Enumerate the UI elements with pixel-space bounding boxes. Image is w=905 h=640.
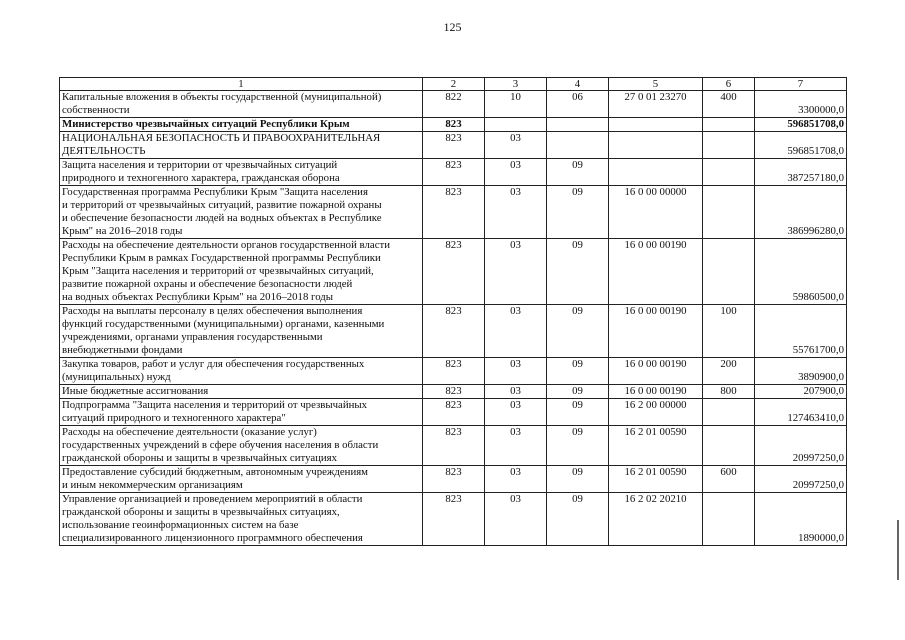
row-name-cell: Государственная программа Республики Крым "Защита населения и территорий от чрезвычайных ситуаций, развитие пожарной охраны и обеспечение безопасности людей на водных объектах в Республике Крым" на 2016–2018 годы	[60, 186, 423, 239]
row-admin-code-cell: 823	[423, 118, 485, 132]
table-row	[60, 118, 847, 132]
row-target-article-cell: 16 0 00 00190	[609, 239, 703, 305]
row-target-article-cell: 16 0 00 00000	[609, 186, 703, 239]
row-name-cell: Капитальные вложения в объекты государственной (муниципальной) собственности	[60, 91, 423, 118]
row-section-cell: 10	[485, 91, 547, 118]
row-expense-type-cell	[703, 399, 755, 426]
header-row	[60, 78, 847, 91]
row-amount-cell: 55761700,0	[755, 305, 847, 358]
row-name-cell: Расходы на обеспечение деятельности (оказание услуг) государственных учреждений в сфере обучения населения в области гражданской обороны и защиты в чрезвычайных ситуациях	[60, 426, 423, 466]
table-row	[60, 305, 847, 358]
row-name-cell: Расходы на выплаты персоналу в целях обеспечения выполнения функций государственными (муниципальными) органами, казенными учреждениями, органами управления государственными внебюджетными фондами	[60, 305, 423, 358]
table-row	[60, 358, 847, 385]
row-admin-code-cell: 823	[423, 305, 485, 358]
row-subsection-cell: 09	[547, 493, 609, 546]
row-section-cell: 03	[485, 159, 547, 186]
row-expense-type-cell	[703, 159, 755, 186]
row-subsection-cell: 09	[547, 466, 609, 493]
row-admin-code-cell: 823	[423, 186, 485, 239]
row-amount-cell: 3300000,0	[755, 91, 847, 118]
header-cell: 6	[703, 78, 755, 91]
header-cell: 4	[547, 78, 609, 91]
row-section-cell: 03	[485, 399, 547, 426]
row-admin-code-cell: 823	[423, 358, 485, 385]
header-cell: 2	[423, 78, 485, 91]
row-subsection-cell: 09	[547, 385, 609, 399]
row-admin-code-cell: 823	[423, 399, 485, 426]
row-name-cell: Расходы на обеспечение деятельности органов государственной власти Республики Крым в рамках Государственной программы Республики Крым "Защита населения и территорий от чрезвычайных ситуаций, развитие пожарной охраны и обеспечение безопасности людей на водных объектах Республики Крым" на 2016–2018 годы	[60, 239, 423, 305]
row-subsection-cell: 09	[547, 426, 609, 466]
row-amount-cell: 20997250,0	[755, 466, 847, 493]
row-subsection-cell: 09	[547, 186, 609, 239]
row-expense-type-cell	[703, 239, 755, 305]
row-amount-cell: 207900,0	[755, 385, 847, 399]
table-row	[60, 466, 847, 493]
row-section-cell: 03	[485, 385, 547, 399]
row-admin-code-cell: 823	[423, 385, 485, 399]
scan-margin-line	[897, 520, 899, 580]
row-name-cell: Управление организацией и проведением мероприятий в области гражданской обороны и защиты в чрезвычайных ситуациях, использование геоинформационных систем на базе специализированного лицензионного программного обеспечения	[60, 493, 423, 546]
row-subsection-cell	[547, 132, 609, 159]
row-target-article-cell: 27 0 01 23270	[609, 91, 703, 118]
row-expense-type-cell	[703, 493, 755, 546]
row-admin-code-cell: 823	[423, 132, 485, 159]
row-section-cell: 03	[485, 305, 547, 358]
row-section-cell	[485, 118, 547, 132]
row-admin-code-cell: 823	[423, 239, 485, 305]
row-amount-cell: 20997250,0	[755, 426, 847, 466]
row-subsection-cell: 09	[547, 239, 609, 305]
row-target-article-cell: 16 0 00 00190	[609, 358, 703, 385]
row-section-cell: 03	[485, 186, 547, 239]
table-row	[60, 239, 847, 305]
row-subsection-cell: 09	[547, 159, 609, 186]
row-target-article-cell: 16 2 01 00590	[609, 426, 703, 466]
row-amount-cell: 3890900,0	[755, 358, 847, 385]
row-name-cell: НАЦИОНАЛЬНАЯ БЕЗОПАСНОСТЬ И ПРАВООХРАНИТЕЛЬНАЯ ДЕЯТЕЛЬНОСТЬ	[60, 132, 423, 159]
row-expense-type-cell: 400	[703, 91, 755, 118]
row-target-article-cell: 16 0 00 00190	[609, 305, 703, 358]
row-amount-cell: 127463410,0	[755, 399, 847, 426]
row-admin-code-cell: 823	[423, 493, 485, 546]
header-cell: 5	[609, 78, 703, 91]
row-name-cell: Подпрограмма "Защита населения и территорий от чрезвычайных ситуаций природного и техногенного характера"	[60, 399, 423, 426]
row-admin-code-cell: 823	[423, 159, 485, 186]
row-target-article-cell	[609, 132, 703, 159]
row-amount-cell: 1890000,0	[755, 493, 847, 546]
table-row	[60, 91, 847, 118]
row-admin-code-cell: 823	[423, 426, 485, 466]
row-amount-cell: 596851708,0	[755, 132, 847, 159]
row-amount-cell: 596851708,0	[755, 118, 847, 132]
row-expense-type-cell	[703, 118, 755, 132]
row-target-article-cell	[609, 118, 703, 132]
row-subsection-cell: 09	[547, 399, 609, 426]
row-subsection-cell: 06	[547, 91, 609, 118]
row-name-cell: Иные бюджетные ассигнования	[60, 385, 423, 399]
page-number: 125	[443, 20, 462, 34]
row-expense-type-cell	[703, 132, 755, 159]
row-admin-code-cell: 823	[423, 466, 485, 493]
budget-table	[59, 77, 847, 546]
row-name-cell: Предоставление субсидий бюджетным, автономным учреждениям и иным некоммерческим организациям	[60, 466, 423, 493]
header-cell: 1	[60, 78, 423, 91]
table-row	[60, 399, 847, 426]
row-expense-type-cell: 800	[703, 385, 755, 399]
row-amount-cell: 386996280,0	[755, 186, 847, 239]
header-cell: 3	[485, 78, 547, 91]
table-row	[60, 186, 847, 239]
row-section-cell: 03	[485, 493, 547, 546]
row-expense-type-cell: 600	[703, 466, 755, 493]
row-section-cell: 03	[485, 426, 547, 466]
row-target-article-cell	[609, 159, 703, 186]
row-name-cell: Защита населения и территории от чрезвычайных ситуаций природного и техногенного характера, гражданская оборона	[60, 159, 423, 186]
row-target-article-cell: 16 0 00 00190	[609, 385, 703, 399]
row-amount-cell: 387257180,0	[755, 159, 847, 186]
row-section-cell: 03	[485, 132, 547, 159]
row-target-article-cell: 16 2 00 00000	[609, 399, 703, 426]
row-section-cell: 03	[485, 239, 547, 305]
row-admin-code-cell: 822	[423, 91, 485, 118]
table-row	[60, 385, 847, 399]
row-subsection-cell: 09	[547, 358, 609, 385]
header-cell: 7	[755, 78, 847, 91]
row-name-cell: Министерство чрезвычайных ситуаций Республики Крым	[60, 118, 423, 132]
table-row	[60, 132, 847, 159]
row-expense-type-cell	[703, 426, 755, 466]
row-expense-type-cell: 100	[703, 305, 755, 358]
row-section-cell: 03	[485, 466, 547, 493]
row-amount-cell: 59860500,0	[755, 239, 847, 305]
row-expense-type-cell	[703, 186, 755, 239]
row-target-article-cell: 16 2 02 20210	[609, 493, 703, 546]
row-subsection-cell	[547, 118, 609, 132]
table-row	[60, 426, 847, 466]
table-row	[60, 493, 847, 546]
row-expense-type-cell: 200	[703, 358, 755, 385]
row-section-cell: 03	[485, 358, 547, 385]
table-row	[60, 159, 847, 186]
row-subsection-cell: 09	[547, 305, 609, 358]
row-target-article-cell: 16 2 01 00590	[609, 466, 703, 493]
row-name-cell: Закупка товаров, работ и услуг для обеспечения государственных (муниципальных) нужд	[60, 358, 423, 385]
